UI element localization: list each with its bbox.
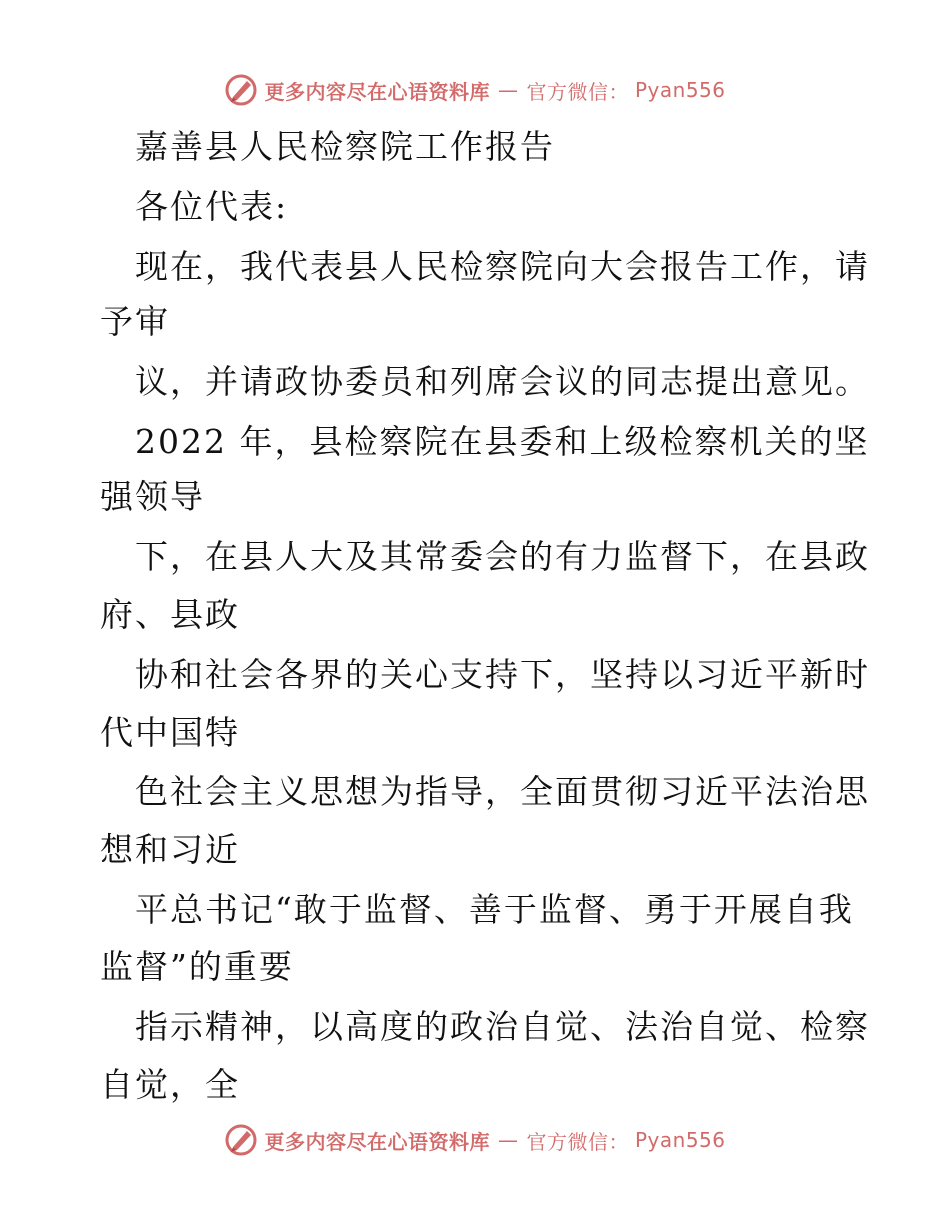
- paragraph-line: 强领导: [100, 477, 205, 516]
- paragraph-line: 下，在县人大及其常委会的有力监督下，在县政: [135, 537, 870, 576]
- paragraph-line: 予审: [100, 302, 170, 341]
- watermark-wechat-label: 官方微信：: [526, 79, 629, 104]
- salutation: 各位代表:: [135, 187, 289, 226]
- paragraph-line: 2022 年，县检察院在县委和上级检察机关的坚: [135, 422, 870, 461]
- paragraph-line: 协和社会各界的关心支持下，坚持以习近平新时: [135, 655, 870, 694]
- footer-watermark: [0, 1120, 950, 1160]
- pen-logo-icon: [224, 1123, 258, 1157]
- watermark-wechat-id: Pyan556: [634, 1128, 726, 1152]
- paragraph-line: 指示精神，以高度的政治自觉、法治自觉、检察: [135, 1007, 870, 1046]
- paragraph-line: 议，并请政协委员和列席会议的同志提出意见。: [135, 362, 870, 401]
- paragraph-line: 现在，我代表县人民检察院向大会报告工作，请: [135, 247, 870, 286]
- watermark-wechat-label: 官方微信：: [526, 1129, 629, 1154]
- watermark-text: 更多内容尽在心语资料库: [264, 79, 490, 104]
- paragraph-line: 府、县政: [100, 595, 240, 634]
- paragraph-line: 代中国特: [100, 713, 240, 752]
- watermark-wechat-id: Pyan556: [634, 78, 726, 102]
- watermark-dash: —: [497, 78, 519, 102]
- paragraph-line: 想和习近: [100, 830, 240, 869]
- watermark-dash: —: [497, 1128, 519, 1152]
- watermark-text: 更多内容尽在心语资料库: [264, 1129, 490, 1154]
- document-title: 嘉善县人民检察院工作报告: [135, 127, 555, 166]
- paragraph-line: 色社会主义思想为指导，全面贯彻习近平法治思: [135, 772, 870, 811]
- paragraph-line: 平总书记“敢于监督、善于监督、勇于开展自我: [135, 890, 854, 929]
- paragraph-line: 自觉，全: [100, 1065, 240, 1104]
- paragraph-line: 监督”的重要: [100, 947, 294, 986]
